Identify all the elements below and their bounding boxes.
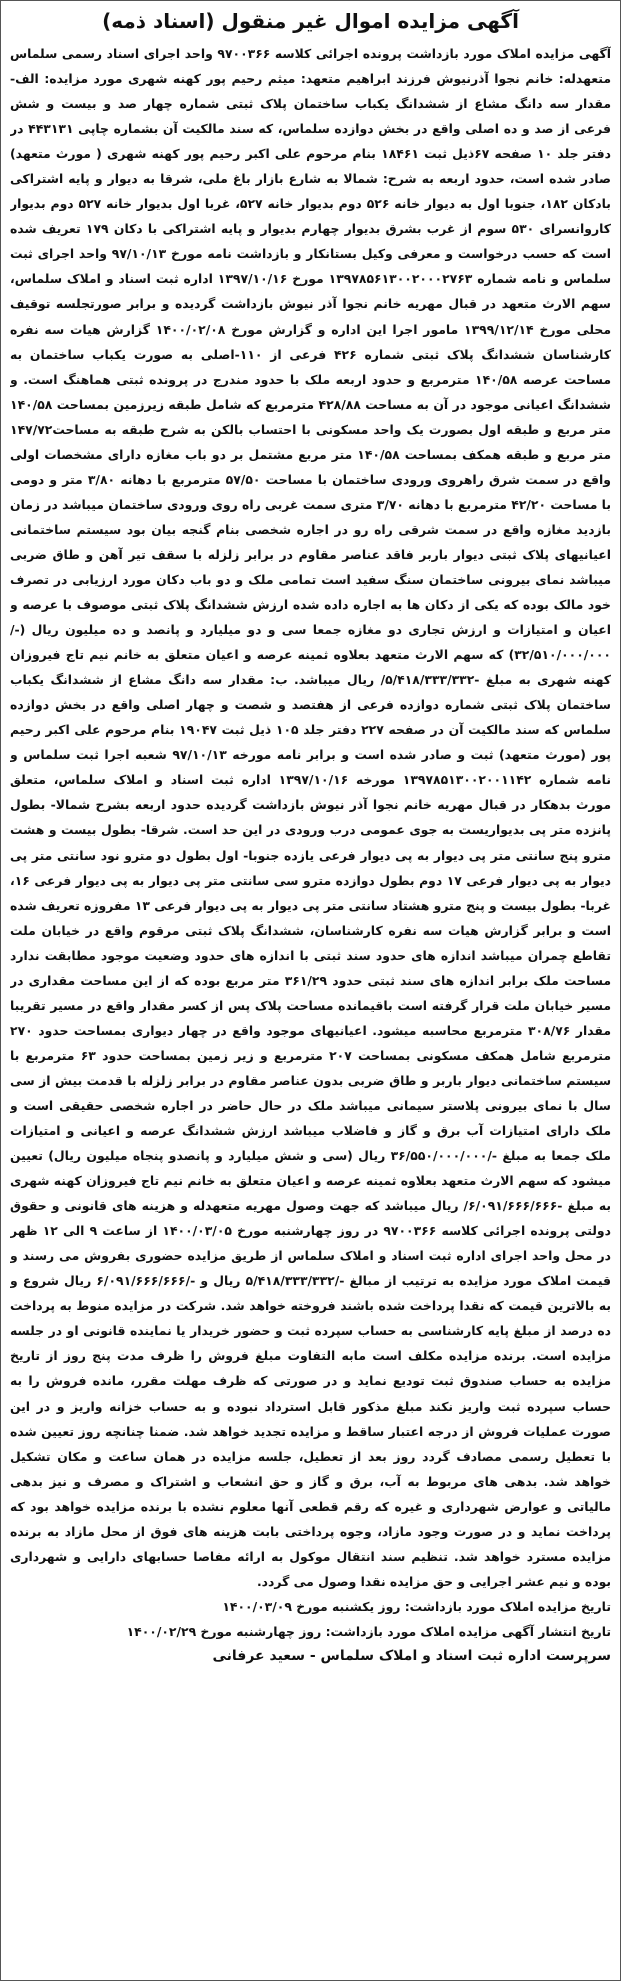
- notice-title: آگهی مزایده اموال غیر منقول (اسناد ذمه): [102, 9, 519, 33]
- notice-body: [10, 41, 611, 1970]
- auction-date-line: تاریخ مزایده املاک مورد بازداشت: روز یکشنبه مورخ ۱۴۰۰/۰۳/۰۹: [222, 1598, 611, 1614]
- publication-date-line: تاریخ انتشار آگهی مزایده املاک مورد بازداشت: روز چهارشنبه مورخ ۱۴۰۰/۰۲/۲۹: [126, 1623, 611, 1639]
- signature-line: سرپرست اداره ثبت اسناد و املاک سلماس - سعید عرفانی: [212, 1648, 611, 1664]
- notice-paragraph: آگهی مزایده املاک مورد بازداشت پرونده اجرائی کلاسه ۹۷۰۰۳۶۶ واحد اجرای اسناد رسمی سلماس متعهدله: خانم نجوا آذرنیوش فرزند ابراهیم متعهد: میثم رحیم پور کهنه شهری مورد مزایده: الف- مقدار سه دانگ مشاع از ششدانگ یکباب ساختمان پلاک ثبتی شماره چهار صد و بیست و شش فرعی از صد و ده اصلی واقع در بخش دوازده سلماس، که سند مالکیت آن بشماره چاپی ۴۴۳۱۳۱ در دفتر جلد ۱۰ صفحه ۶۷ذیل ثبت ۱۸۴۶۱ بنام مرحوم علی اکبر رحیم پور کهنه شهری ( مورث متعهد) صادر شده است، حدود اربعه به شرح: شمالا به شارع بازار باغ ملی، شرقا به دیوار و پایه اشتراکی بادکان ۱۸۲، جنوبا اول به دیوار خانه ۵۲۶ دوم بدیوار خانه ۵۲۷، غربا اول بدیوار خانه ۵۲۷ دوم بدیوار کاروانسرای ۵۳۰ سوم از غرب بشرق بدیوار چهارم بدیوار و پایه اشتراکی با دکان ۱۷۹ تعریف شده است که حسب درخواست و معرفی وکیل بستانکار و بازداشت نامه مورخ ۹۷/۱۰/۱۳ واحد اجرای ثبت سلماس و نامه شماره ۱۳۹۷۸۵۶۱۳۰۰۲۰۰۰۲۷۶۳ مورخ ۱۳۹۷/۱۰/۱۶ اداره ثبت اسناد و املاک سلماس، سهم الارث متعهد در قبال مهریه خانم نجوا آذر نیوش بازداشت گردیده و برابر صورتجلسه توقیف محلی مورخ ۱۳۹۹/۱۲/۱۴ مامور اجرا این اداره و گزارش مورخ ۱۴۰۰/۰۲/۰۸ گزارش هیات سه نفره کارشناسان ششدانگ پلاک ثبتی شماره ۴۲۶ فرعی از ۱۱۰-اصلی به صورت یکباب ساختمان به مساحت عرصه ۱۴۰/۵۸ مترمربع و حدود اربعه ملک با حدود مندرج در پرونده ثبتی هماهنگ است. و ششدانگ اعیانی موجود در آن به مساحت ۴۲۸/۸۸ مترمربع که شامل طبقه زیرزمین بمساحت ۱۴۰/۵۸ متر مربع و طبقه اول بصورت یک واحد مسکونی با احتساب بالکن به شرح طبقه به مساحت۱۴۷/۷۲ متر مربع و طبقه همکف بمساحت ۱۴۰/۵۸ متر مربع مشتمل بر دو باب مغازه دارای مشخصات اولی واقع در سمت شرق راهروی ورودی ساختمان با مساحت ۵۷/۵۰ مترمربع با دهانه ۳/۸۰ متر و دومی با مساحت ۴۲/۲۰ مترمربع با دهانه ۳/۷۰ متری سمت غربی راه روی ورودی ساختمان میباشد در زمان بازدید مغازه واقع در سمت شرقی راه رو در اجاره شخصی بنام گنجه بیان بود سیستم ساختمانی اعیانیهای پلاک ثبتی دیوار باربر فاقد عناصر مقاوم در برابر زلزله با سقف تیر آهن و طاق ضربی میباشد نمای بیرونی ساختمان سنگ سفید است تمامی ملک و دو باب دکان مورد ارزیابی در تصرف خود مالک بوده که یکی از دکان ها به اجاره داده شده ارزش ششدانگ پلاک ثبتی موصوف با عرصه و اعیان و امتیازات و ارزش تجاری دو مغازه جمعا سی و دو میلیارد و پانصد و ده میلیون ریال (-/۳۲/۵۱۰/۰۰۰/۰۰۰) که سهم الارث متعهد بعلاوه ثمینه عرصه و اعیان متعلق به خانم نیم تاج فیروزان کهنه شهری به مبلغ -۵/۴۱۸/۳۳۳/۳۳۲/ ریال میباشد. ب: مقدار سه دانگ مشاع از ششدانگ یکباب ساختمان پلاک ثبتی شماره دوازده فرعی از هفتصد و شصت و چهار اصلی واقع در بخش دوازده سلماس که سند مالکیت آن در صفحه ۲۲۷ دفتر جلد ۱۰۵ ذیل ثبت ۱۹۰۴۷ بنام مرحوم علی اکبر رحیم پور (مورث متعهد) ثبت و صادر شده است و برابر نامه مورخه ۹۷/۱۰/۱۳ شعبه اجرا ثبت سلماس و نامه شماره ۱۳۹۷۸۵۱۳۰۰۲۰۰۱۱۴۲ مورخه ۱۳۹۷/۱۰/۱۶ اداره ثبت اسناد و املاک سلماس، متعلق مورث بدهکار در قبال مهریه خانم نجوا آذر نیوش بازداشت گردیده حدود اربعه بشرح شمالا- بطول پانزده متر پی بدیواریست به جوی عمومی درب ورودی در این حد است. شرقا- بطول بیست و هشت مترو پنج سانتی متر پی دیوار به پی دیوار فرعی یازده جنوبا- اول بطول دو مترو نود سانتی متر پی دیوار به پی دیوار فرعی ۱۷ دوم بطول دوازده مترو سی سانتی متر پی دیوار به پی دیوار فرعی ۱۶، غربا- بطول بیست و پنج مترو هشتاد سانتی متر پی دیوار به پی دیوار فرعی ۱۳ مفروزه تعریف شده است و برابر گزارش هیات سه نفره کارشناسان، ششدانگ پلاک ثبتی مرقوم واقع در خیابان ملت تقاطع چمران میباشد اندازه های حدود سند ثبتی با اندازه های حدود وضعیت موجود مطابقت ندارد مساحت ملک برابر اندازه های سند ثبتی حدود ۳۶۱/۲۹ متر مربع بوده که از این مساحت مقداری در مسیر خیابان ملت قرار گرفته است باقیمانده مساحت پلاک پس از کسر مقدار واقع در مسیر تقریبا مقدار ۳۰۸/۷۶ مترمربع محاسبه میشود. اعیانیهای موجود واقع در چهار دیواری بمساحت حدود ۲۷۰ مترمربع شامل همکف مسکونی بمساحت ۲۰۷ مترمربع و زیر زمین بمساحت حدود ۶۳ مترمربع با سیستم ساختمانی دیوار باربر و طاق ضربی بدون عناصر مقاوم در برابر زلزله با قدمت بیش از سی سال با نمای بیرونی پلاستر سیمانی میباشد ملک در حال حاضر در اجاره شخصی حقیقی است و ملک دارای امتیازات آب برق و گاز و فاضلاب میباشد ارزش ششدانگ عرصه و اعیانی و امتیازات ملک جمعا به مبلغ -/۳۶/۵۵۰/۰۰۰/۰۰۰ ریال (سی و شش میلیارد و پانصدو پنجاه میلیون ریال) تعیین میشود که سهم الارث متعهد بعلاوه ثمینه عرصه و اعیان متعلق به خانم نیم تاج فیروزان کهنه شهری به مبلغ -۶/۰۹۱/۶۶۶/۶۶۶/ ریال میباشد که جهت وصول مهریه متعهدله و هزینه های قانونی و حقوق دولتی پرونده اجرائی کلاسه ۹۷۰۰۳۶۶ در روز چهارشنبه مورخ ۱۴۰۰/۰۳/۰۵ از ساعت ۹ الی ۱۲ ظهر در محل واحد اجرای اداره ثبت اسناد و املاک سلماس از طریق مزایده حضوری بفروش می رسند و قیمت املاک مورد مزایده به ترتیب از مبالغ -/۵/۴۱۸/۳۳۳/۳۳۲ ریال و -/۶/۰۹۱/۶۶۶/۶۶۶ ریال شروع و به بالاترین قیمت که نقدا پرداخت شده باشند فروخته خواهد شد. شرکت در مزایده منوط به پرداخت ده درصد از مبلغ پایه کارشناسی به حساب سپرده ثبت و حضور خریدار یا نماینده قانونی او در جلسه مزایده است. برنده مزایده مکلف است مابه التفاوت مبلغ فروش را ظرف مدت پنج روز از تاریخ مزایده به حساب صندوق ثبت تودیع نماید و در صورتی که ظرف مهلت مقرر، مانده فروش را به حساب سپرده ثبت واریز نکند مبلغ مذکور قابل استرداد نبوده و به حساب خزانه واریز و در این صورت عملیات فروش از درجه اعتبار ساقط و مزایده تجدید خواهد شد. ضمنا چنانچه روز تعیین شده با تعطیل رسمی مصادف گردد روز بعد از تعطیل، جلسه مزایده در همان ساعت و مکان تشکیل خواهد شد. بدهی های مربوط به آب، برق و گاز و حق انشعاب و اشتراک و مصرف و نیز بدهی مالیاتی و عوارض شهرداری و غیره که رقم قطعی آنها معلوم نشده با برنده مزایده خواهد بود که پرداخت نماید و در صورت وجود مازاد، وجوه پرداختی بابت هزینه های فوق از محل مازاد به برنده مزایده مسترد خواهد شد. تنظیم سند انتقال موکول به ارائه مفاصا حسابهای دارایی و شهرداری بوده و نیم عشر اجرایی و حق مزایده نقدا وصول می گردد.: [10, 46, 611, 1589]
